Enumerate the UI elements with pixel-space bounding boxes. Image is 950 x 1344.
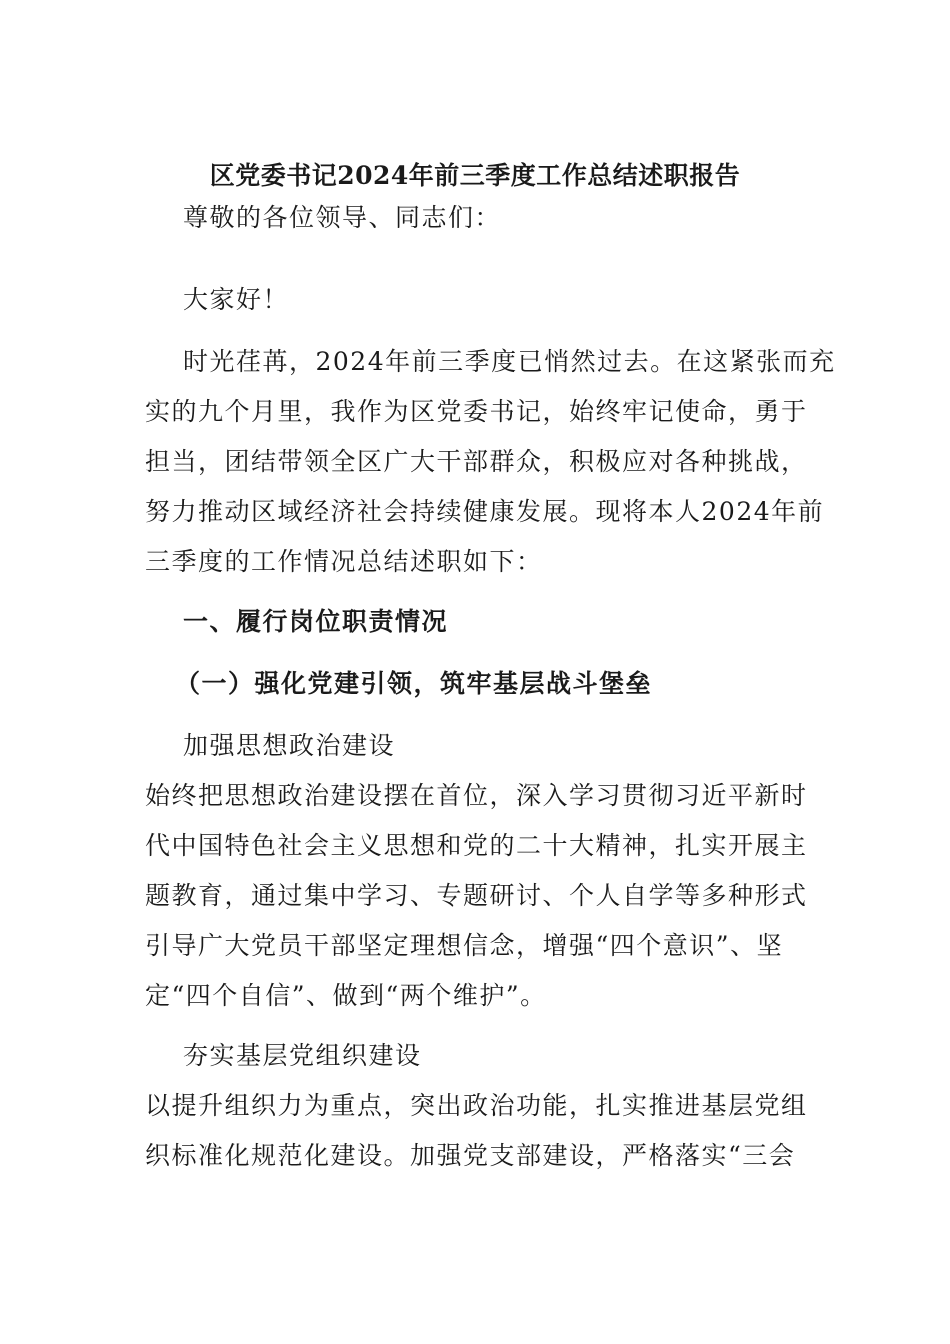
intro-paragraph xyxy=(145,337,836,587)
item-2-paragraph xyxy=(145,1081,807,1181)
paragraph-line: 以提升组织力为重点，突出政治功能，扎实推进基层党组 xyxy=(145,1091,808,1120)
salutation: 尊敬的各位领导、同志们： xyxy=(183,203,502,232)
section-heading: 一、履行岗位职责情况 xyxy=(183,607,449,636)
intro-line: 努力推动区域经济社会持续健康发展。现将本人2024年前 xyxy=(145,497,825,526)
paragraph-line: 织标准化规范化建设。加强党支部建设，严格落实“三会 xyxy=(145,1141,796,1170)
intro-line: 担当，团结带领全区广大干部群众，积极应对各种挑战， xyxy=(145,447,808,476)
intro-line: 实的九个月里，我作为区党委书记，始终牢记使命，勇于 xyxy=(145,397,808,426)
item-heading: 加强思想政治建设 xyxy=(183,731,396,760)
paragraph-line: 始终把思想政治建设摆在首位，深入学习贯彻习近平新时 xyxy=(145,781,808,810)
paragraph-line: 引导广大党员干部坚定理想信念，增强“四个意识”、坚 xyxy=(145,931,784,960)
intro-line: 时光荏苒，2024年前三季度已悄然过去。在这紧张而充 xyxy=(183,347,836,376)
paragraph-line: 题教育，通过集中学习、专题研讨、个人自学等多种形式 xyxy=(145,881,808,910)
greeting: 大家好！ xyxy=(183,285,290,314)
document-title: 区党委书记2024年前三季度工作总结述职报告 xyxy=(209,161,741,190)
item-heading: 夯实基层党组织建设 xyxy=(183,1041,422,1070)
subsection-heading: （一）强化党建引领，筑牢基层战斗堡垒 xyxy=(175,669,653,698)
paragraph-line: 定“四个自信”、做到“两个维护”。 xyxy=(145,981,547,1010)
intro-line: 三季度的工作情况总结述职如下： xyxy=(145,547,543,576)
item-1-paragraph xyxy=(145,771,807,1021)
paragraph-line: 代中国特色社会主义思想和党的二十大精神，扎实开展主 xyxy=(145,831,808,860)
